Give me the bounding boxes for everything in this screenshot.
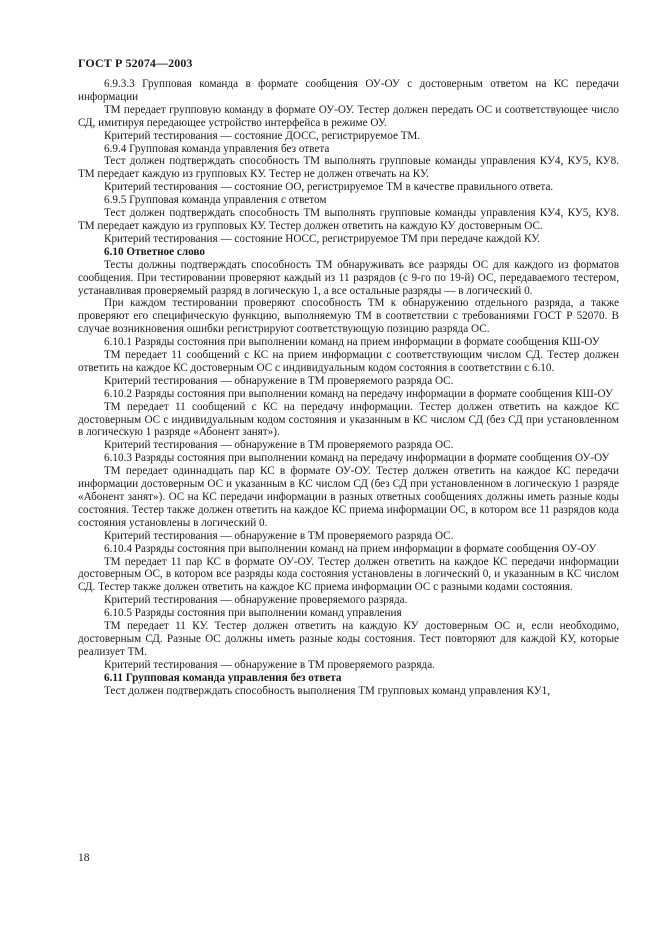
- clause-6-9-5-title: 6.9.5 Групповая команда управления с ответом: [104, 194, 327, 207]
- document-header: ГОСТ Р 52074—2003: [78, 56, 193, 70]
- paragraph: ТМ передает групповую команду в формате ОУ-ОУ. Тестер должен передать ОС и соответствующее число СД, имитируя передающее устройство интерфейса в режиме ОУ.: [78, 103, 619, 129]
- criterion: Критерий тестирования — состояние ОО, регистрируемое ТМ в качестве правильного ответа.: [104, 181, 554, 194]
- paragraph: ТМ передает 11 сообщений с КС на прием информации с соответствующим числом СД. Тестер должен ответить на каждое КС достоверным ОС с индивидуальным кодом состояния в соответствии с 6.10.: [78, 349, 619, 374]
- page-number: 18: [78, 852, 90, 864]
- criterion: Критерий тестирования — обнаружение в ТМ проверяемого разряда ОС.: [104, 529, 454, 542]
- clause-6-10-2-title: 6.10.2 Разряды состояния при выполнении команд на передачу информации в формате сообщения КШ-ОУ: [104, 387, 613, 400]
- paragraph: Тест должен подтверждать способность ТМ выполнять групповые команды управления КУ4, КУ5, КУ8. ТМ передает каждую из групповых КУ. Тестер не должен отвечать на КУ.: [78, 155, 619, 181]
- paragraph: ТМ передает 11 пар КС в формате ОУ-ОУ. Тестер должен ответить на каждое КС передачи информации достоверным ОС, в котором все разряды кода состояния установлены в логический 0, и указанным в КС числом СД. Тестер также должен ответить на каждое КС приема информации ОС с разными кодами состояния.: [78, 555, 619, 594]
- clause-6-9-4-title: 6.9.4 Групповая команда управления без ответа: [104, 142, 330, 155]
- section-6-10-heading: 6.10 Ответное слово: [104, 245, 205, 258]
- paragraph: ТМ передает одиннадцать пар КС в формате ОУ-ОУ. Тестер должен ответить на каждое КС передачи информации достоверным ОС и указанным в КС числом СД (без СД при установленном в логическую 1 разряде «Абонент занят»). ОС на КС передачи информации в разных ответных сообщениях должны иметь разные коды состояния. Тестер также должен ответить на каждое КС приема информации ОС, в котором все 11 разрядов кода состояния установлены в логический 0.: [78, 465, 619, 529]
- paragraph: Тесты должны подтверждать способность ТМ обнаруживать все разряды ОС для каждого из форматов сообщения. При тестировании проверяют каждый из 11 разрядов (с 9-го по 19-й) ОС, передаваемого тестером, устанавливая проверяемый разряд в логическую 1, а все остальные разряды — в логический 0.: [78, 258, 619, 297]
- criterion: Критерий тестирования — состояние НОСС, регистрируемое ТМ при передаче каждой КУ.: [104, 232, 541, 245]
- clause-6-10-3-title: 6.10.3 Разряды состояния при выполнении команд на передачу информации в формате сообщения ОУ-ОУ: [104, 452, 610, 465]
- paragraph: Тест должен подтверждать способность ТМ выполнять групповые команды управления КУ4, КУ5, КУ8. ТМ передает каждую из групповых КУ. Тестер должен ответить на каждую КУ достоверным ОС.: [78, 207, 619, 232]
- document-body: [78, 78, 619, 698]
- criterion: Критерий тестирования — обнаружение проверяемого разряда.: [104, 594, 408, 607]
- criterion: Критерий тестирования — обнаружение в ТМ проверяемого разряда ОС.: [104, 374, 454, 387]
- paragraph: При каждом тестировании проверяют способность ТМ к обнаружению отдельного разряда, а также проверяют его специфическую функцию, выполняемую ТМ в соответствии с требованиями ГОСТ Р 52070. В случае возникновения ошибки регистрируют соответствующую позицию разряда ОС.: [78, 297, 619, 336]
- clause-6-9-3-3-title: 6.9.3.3 Групповая команда в формате сообщения ОУ-ОУ с достоверным ответом на КС передачи информации: [78, 78, 619, 103]
- criterion: Критерий тестирования — состояние ДОСС, регистрируемое ТМ.: [104, 129, 421, 142]
- paragraph: ТМ передает 11 сообщений с КС на передачу информации. Тестер должен ответить на каждое КС достоверным ОС с индивидуальным кодом состояния и указанным в КС числом СД (без СД при установленном в логическую 1 разряде «Абонент занят»).: [78, 400, 619, 439]
- paragraph: Тест должен подтверждать способность выполнения ТМ групповых команд управления КУ1,: [104, 684, 551, 697]
- clause-6-10-1-title: 6.10.1 Разряды состояния при выполнении команд на прием информации в формате сообщения КШ-ОУ: [104, 336, 600, 349]
- paragraph: ТМ передает 11 КУ. Тестер должен ответить на каждую КУ достоверным ОС и, если необходимо, достоверным СД. Разные ОС должны иметь разные коды состояния. Тест повторяют для каждой КУ, которые реализует ТМ.: [78, 620, 619, 658]
- clause-6-10-4-title: 6.10.4 Разряды состояния при выполнении команд на прием информации в формате сообщения ОУ-ОУ: [104, 542, 597, 555]
- clause-6-10-5-title: 6.10.5 Разряды состояния при выполнении команд управления: [104, 607, 402, 620]
- criterion: Критерий тестирования — обнаружение в ТМ проверяемого разряда ОС.: [104, 439, 454, 452]
- criterion: Критерий тестирования — обнаружение в ТМ проверяемого разряда.: [104, 658, 435, 671]
- section-6-11-heading: 6.11 Групповая команда управления без ответа: [104, 671, 342, 684]
